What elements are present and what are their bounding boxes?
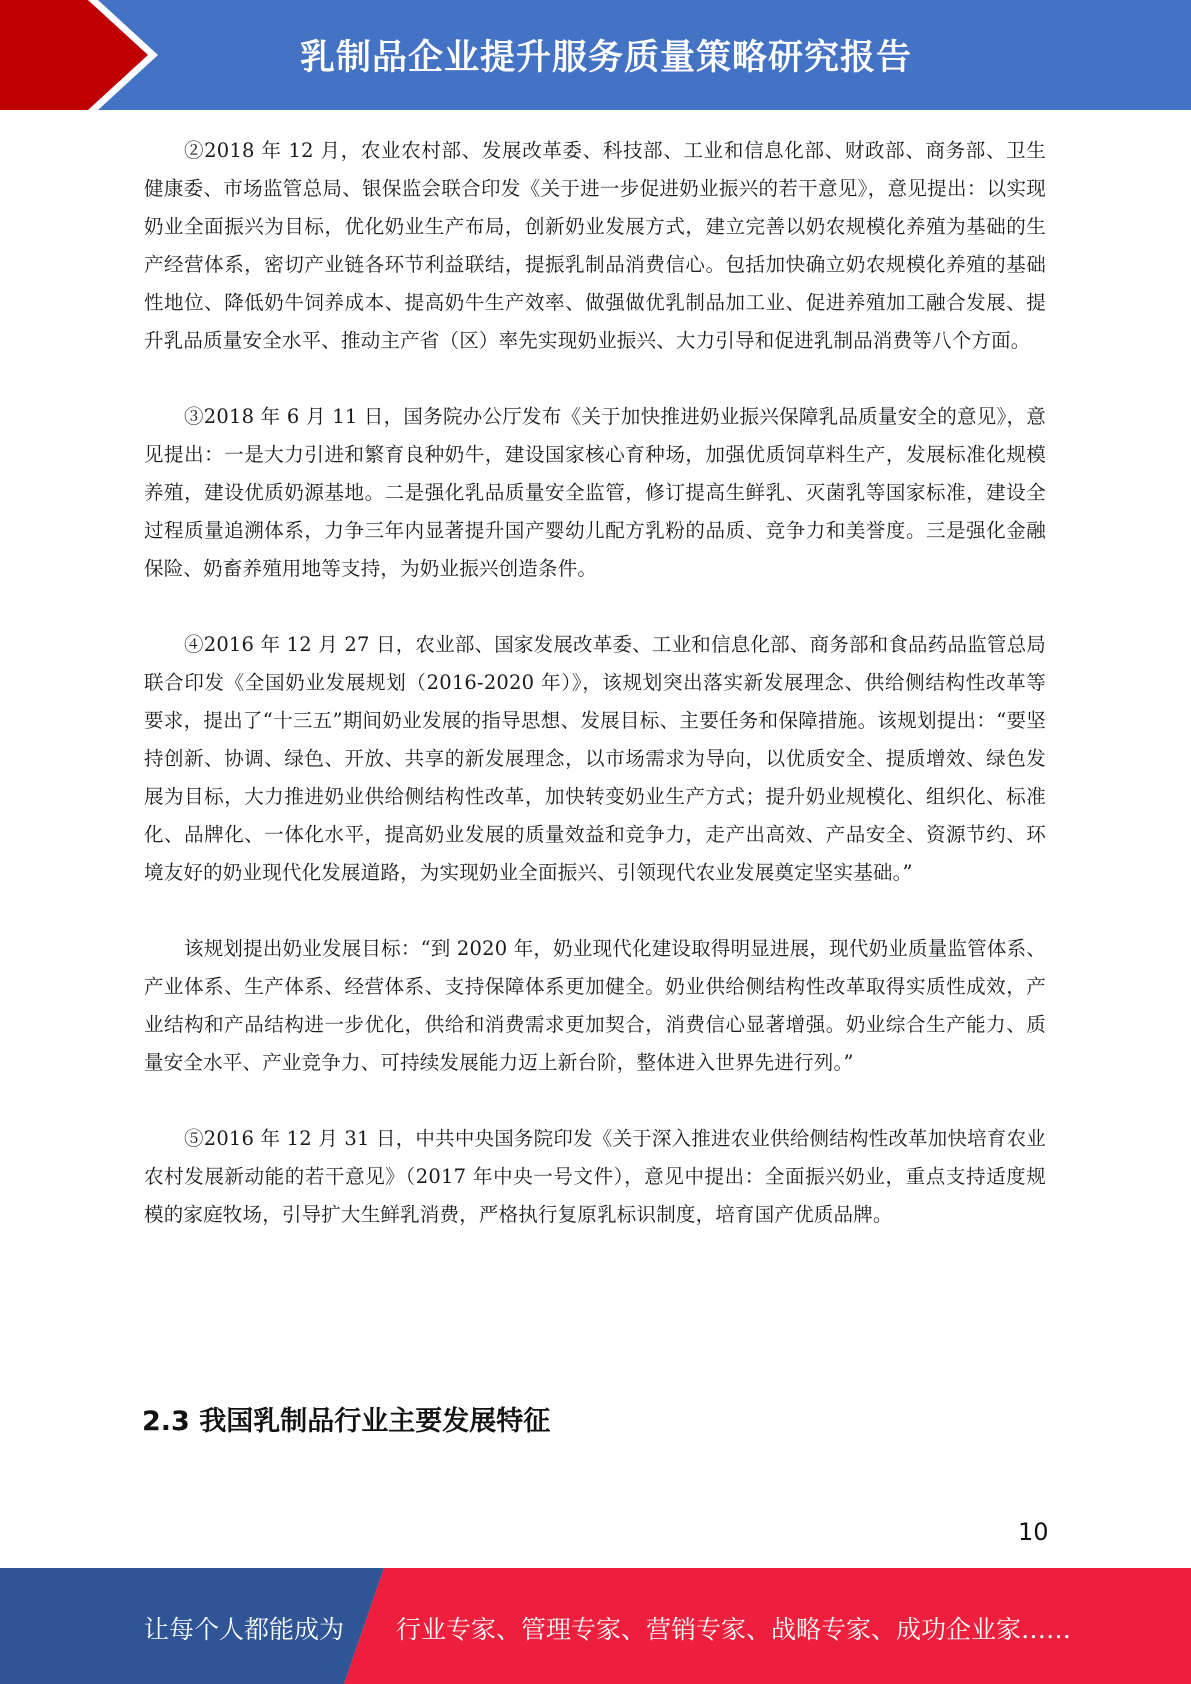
footer-slogan-right: 行业专家、管理专家、营销专家、战略专家、成功企业家…… xyxy=(396,1615,1072,1644)
page-footer xyxy=(0,1568,1191,1684)
footer-slogan-left: 让每个人都能成为 xyxy=(144,1615,345,1644)
paragraph: ④2016 年 12 月 27 日，农业部、国家发展改革委、工业和信息化部、商务部和食品药品监管总局联合印发《全国奶业发展规划（2016-2020 年）》，该规划突出落实新发展理念、供给侧结构性改革等要求，提出了“十三五”期间奶业发展的指导思想、发展目标、主要任务和保障措施。该规划提出：“要坚持创新、协调、绿色、开放、共享的新发展理念，以市场需求为导向，以优质安全、提质增效、绿色发展为目标，大力推进奶业供给侧结构性改革，加快转变奶业生产方式；提升奶业规模化、组织化、标准化、品牌化、一体化水平，提高奶业发展的质量效益和竞争力，走产出高效、产品安全、资源节约、环境友好的奶业现代化发展道路，为实现奶业全面振兴、引领现代农业发展奠定坚实基础。” xyxy=(144,633,1046,884)
report-title: 乳制品企业提升服务质量策略研究报告 xyxy=(300,38,913,78)
page-number: 10 xyxy=(1018,1518,1049,1546)
paragraph: ⑤2016 年 12 月 31 日，中共中央国务院印发《关于深入推进农业供给侧结构性改革加快培育农业农村发展新动能的若干意见》（2017 年中央一号文件），意见中提出：全面振兴奶业，重点支持适度规模的家庭牧场，引导扩大生鲜乳消费，严格执行复原乳标识制度，培育国产优质品牌。 xyxy=(144,1127,1046,1226)
paragraph: ②2018 年 12 月，农业农村部、发展改革委、科技部、工业和信息化部、财政部、商务部、卫生健康委、市场监管总局、银保监会联合印发《关于进一步促进奶业振兴的若干意见》，意见提出：以实现奶业全面振兴为目标，优化奶业生产布局，创新奶业发展方式，建立完善以奶农规模化养殖为基础的生产经营体系，密切产业链各环节利益联结，提振乳制品消费信心。包括加快确立奶农规模化养殖的基础性地位、降低奶牛饲养成本、提高奶牛生产效率、做强做优乳制品加工业、促进养殖加工融合发展、提升乳品质量安全水平、推动主产省（区）率先实现奶业振兴、大力引导和促进乳制品消费等八个方面。 xyxy=(144,139,1046,352)
document-body xyxy=(144,132,1046,1272)
paragraph: ③2018 年 6 月 11 日，国务院办公厅发布《关于加快推进奶业振兴保障乳品质量安全的意见》，意见提出：一是大力引进和繁育良种奶牛，建设国家核心育种场，加强优质饲草料生产，发展标准化规模养殖，建设优质奶源基地。二是强化乳品质量安全监管，修订提高生鲜乳、灭菌乳等国家标准，建设全过程质量追溯体系，力争三年内显著提升国产婴幼儿配方乳粉的品质、竞争力和美誉度。三是强化金融保险、奶畜养殖用地等支持，为奶业振兴创造条件。 xyxy=(144,405,1046,580)
paragraph: 该规划提出奶业发展目标：“到 2020 年，奶业现代化建设取得明显进展，现代奶业质量监管体系、产业体系、生产体系、经营体系、支持保障体系更加健全。奶业供给侧结构性改革取得实质性成效，产业结构和产品结构进一步优化，供给和消费需求更加契合，消费信心显著增强。奶业综合生产能力、质量安全水平、产业竞争力、可持续发展能力迈上新台阶，整体进入世界先进行列。” xyxy=(144,937,1046,1074)
page-header xyxy=(0,0,1191,110)
section-heading: 2.3 我国乳制品行业主要发展特征 xyxy=(142,1406,551,1437)
